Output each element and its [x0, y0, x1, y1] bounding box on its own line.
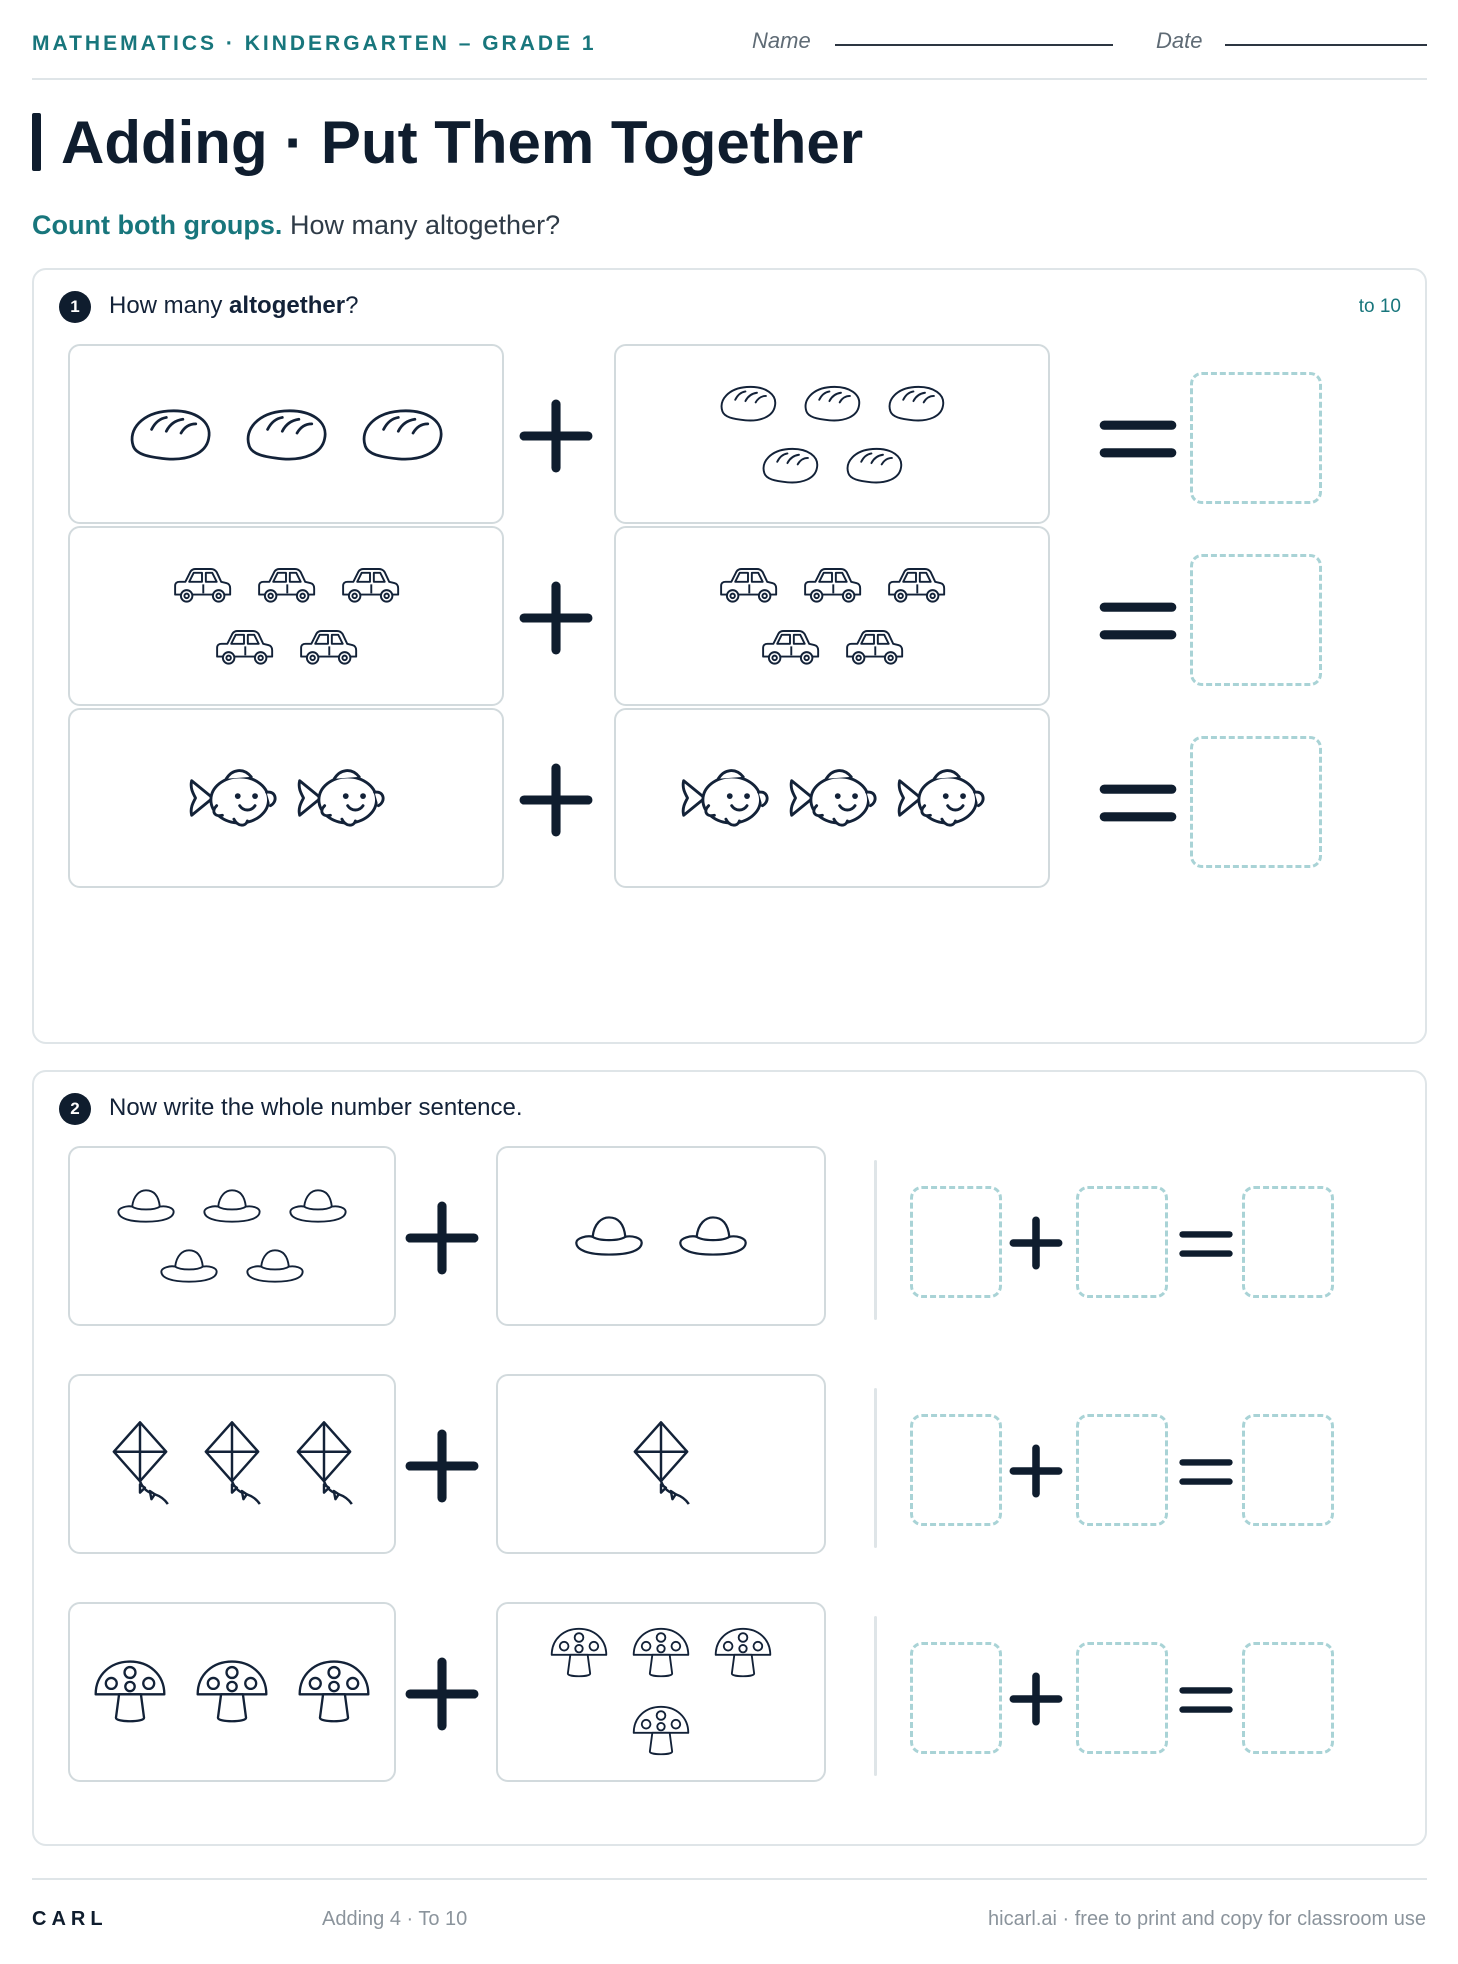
date-line[interactable]	[1225, 44, 1427, 46]
fish-icon	[292, 758, 388, 838]
instructions-rest: How many altogether?	[289, 210, 561, 240]
answer-box[interactable]	[1190, 372, 1322, 504]
fish-icon	[784, 758, 880, 838]
sentence-divider	[874, 1388, 877, 1548]
title-accent-bar	[32, 113, 41, 171]
mushroom-icon	[548, 1622, 610, 1684]
mushroom-icon	[295, 1653, 373, 1731]
problem-row	[34, 1374, 1425, 1554]
equals-sign	[1098, 780, 1178, 826]
problem-row	[34, 1602, 1425, 1782]
plus-sign	[518, 580, 594, 656]
addend-box[interactable]	[1076, 1414, 1168, 1526]
name-line[interactable]	[835, 44, 1113, 46]
fish-icon	[676, 758, 772, 838]
footer-brand: CARL	[32, 1908, 108, 1930]
question-prompt	[109, 292, 358, 320]
question-number-badge: 1	[59, 291, 91, 323]
problem-row	[34, 526, 1425, 706]
kite-icon	[198, 1419, 266, 1509]
mushroom-icon	[193, 1653, 271, 1731]
footer-sheet-label: Adding 4 · To 10	[322, 1908, 468, 1930]
mushroom-icon	[91, 1653, 169, 1731]
hat-icon	[199, 1184, 265, 1228]
question-prompt: Now write the whole number sentence.	[109, 1094, 523, 1121]
car-icon	[338, 562, 402, 608]
left-group-box	[68, 1374, 396, 1554]
equals-sign	[1098, 416, 1178, 462]
hat-icon	[673, 1210, 753, 1262]
question-number-badge: 2	[59, 1093, 91, 1125]
car-icon	[800, 562, 864, 608]
addend-box[interactable]	[910, 1642, 1002, 1754]
hat-icon	[569, 1210, 649, 1262]
sentence-divider	[874, 1160, 877, 1320]
name-label: Name	[752, 28, 811, 53]
car-icon	[758, 624, 822, 670]
sentence-divider	[874, 1616, 877, 1776]
car-icon	[170, 562, 234, 608]
subject-label: MATHEMATICS · KINDERGARTEN – GRADE 1	[32, 32, 597, 55]
kite-icon	[106, 1419, 174, 1509]
instructions	[32, 210, 560, 241]
right-group-box	[614, 708, 1050, 888]
equals-sign	[1178, 1456, 1234, 1488]
plus-sign	[518, 398, 594, 474]
right-group-box	[614, 344, 1050, 524]
plus-sign	[518, 762, 594, 838]
addend-box[interactable]	[1076, 1642, 1168, 1754]
answer-box[interactable]	[1190, 736, 1322, 868]
bread-icon	[124, 401, 216, 467]
right-group-box	[496, 1146, 826, 1326]
left-group-box	[68, 1602, 396, 1782]
bread-icon	[842, 442, 906, 488]
right-group-box	[496, 1374, 826, 1554]
kite-icon	[290, 1419, 358, 1509]
mushroom-icon	[630, 1700, 692, 1762]
plus-sign	[1009, 1672, 1063, 1726]
prompt-bold: altogether	[229, 292, 346, 319]
plus-sign	[1009, 1444, 1063, 1498]
right-group-box	[496, 1602, 826, 1782]
footer-divider	[32, 1878, 1427, 1880]
mushroom-icon	[712, 1622, 774, 1684]
left-group-box	[68, 1146, 396, 1326]
plus-sign	[404, 1200, 480, 1276]
prompt-text: How many	[109, 292, 230, 319]
left-group-box	[68, 344, 504, 524]
bread-icon	[800, 380, 864, 426]
sum-box[interactable]	[1242, 1414, 1334, 1526]
problem-row	[34, 344, 1425, 524]
hat-icon	[113, 1184, 179, 1228]
plus-sign	[1009, 1216, 1063, 1270]
bread-icon	[356, 401, 448, 467]
equals-sign	[1178, 1684, 1234, 1716]
addend-box[interactable]	[1076, 1186, 1168, 1298]
prompt-end: ?	[345, 292, 359, 319]
problem-row	[34, 1146, 1425, 1326]
hat-icon	[156, 1244, 222, 1288]
page-title	[32, 108, 863, 176]
problem-row	[34, 708, 1425, 888]
section-2	[32, 1070, 1427, 1846]
left-group-box	[68, 708, 504, 888]
sum-box[interactable]	[1242, 1642, 1334, 1754]
car-icon	[212, 624, 276, 670]
instructions-lead: Count both groups.	[32, 210, 283, 240]
bread-icon	[758, 442, 822, 488]
addend-box[interactable]	[910, 1186, 1002, 1298]
car-icon	[716, 562, 780, 608]
bread-icon	[240, 401, 332, 467]
sum-box[interactable]	[1242, 1186, 1334, 1298]
section-1	[32, 268, 1427, 1044]
car-icon	[884, 562, 948, 608]
car-icon	[842, 624, 906, 670]
footer-credit: hicarl.ai · free to print and copy for classroom use	[988, 1908, 1426, 1930]
bread-icon	[884, 380, 948, 426]
mushroom-icon	[630, 1622, 692, 1684]
fish-icon	[184, 758, 280, 838]
addend-box[interactable]	[910, 1414, 1002, 1526]
bread-icon	[716, 380, 780, 426]
date-label: Date	[1156, 28, 1203, 53]
plus-sign	[404, 1428, 480, 1504]
page-title-text: Adding · Put Them Together	[61, 108, 864, 176]
fish-icon	[892, 758, 988, 838]
left-group-box	[68, 526, 504, 706]
equals-sign	[1178, 1228, 1234, 1260]
hat-icon	[285, 1184, 351, 1228]
car-icon	[296, 624, 360, 670]
right-group-box	[614, 526, 1050, 706]
plus-sign	[404, 1656, 480, 1732]
page-header	[32, 28, 1427, 80]
answer-box[interactable]	[1190, 554, 1322, 686]
hat-icon	[242, 1244, 308, 1288]
kite-icon	[627, 1419, 695, 1509]
equals-sign	[1098, 598, 1178, 644]
car-icon	[254, 562, 318, 608]
range-tag: to 10	[1358, 296, 1401, 317]
